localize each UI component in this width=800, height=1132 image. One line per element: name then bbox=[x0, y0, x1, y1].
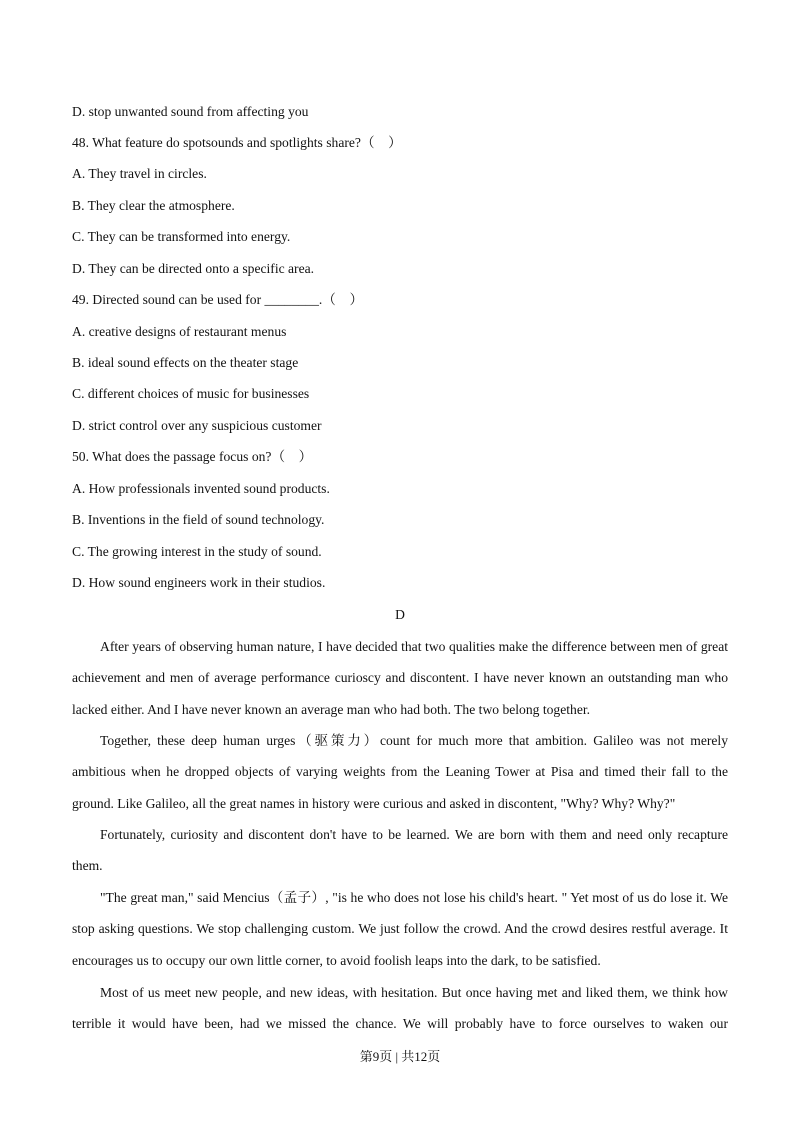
q48-option-d: D. They can be directed onto a specific area. bbox=[72, 261, 315, 276]
page-number-footer: 第9页 | 共12页 bbox=[359, 1049, 441, 1064]
section-heading: D bbox=[395, 607, 405, 622]
passage-paragraph: After years of observing human nature, I have decided that two qualities make the difference between men of great achievement and men of average performance curioscy and discontent. I have never known an outstanding man who lacked either. And I have never known an average man who had both. The two belong together. bbox=[72, 639, 728, 717]
q50-option-d: D. How sound engineers work in their studios. bbox=[72, 575, 326, 590]
passage-paragraph: Fortunately, curiosity and discontent don't have to be learned. We are born with them and need only recapture them. bbox=[72, 827, 728, 874]
q48-stem: 48. What feature do spotsounds and spotlights share?（ ） bbox=[72, 135, 402, 150]
q49-option-c: C. different choices of music for businesses bbox=[72, 386, 310, 401]
q50-option-a: A. How professionals invented sound products. bbox=[72, 481, 330, 496]
q50-option-b: B. Inventions in the field of sound technology. bbox=[72, 512, 325, 527]
passage-paragraph: "The great man," said Mencius（孟子）, "is he who does not lose his child's heart. " Yet most of us do lose it. We stop asking questions. We stop challenging custom. We just follow the crowd. And the crowd desires restful average. It encourages us to occupy our own little corner, to avoid foolish leaps into the dark, to be satisfied. bbox=[72, 890, 728, 968]
q49-option-d: D. strict control over any suspicious customer bbox=[72, 418, 322, 433]
q49-option-b: B. ideal sound effects on the theater stage bbox=[72, 355, 299, 370]
q49-option-a: A. creative designs of restaurant menus bbox=[72, 324, 287, 339]
passage-paragraph: Together, these deep human urges（驱策力）count for much more that ambition. Galileo was not merely ambitious when he dropped objects of varying weights from the Leaning Tower at Pisa and timed their fall to the ground. Like Galileo, all the great names in history were curious and asked in discontent, "Why? Why? Why?" bbox=[72, 733, 728, 811]
q47-option-d: D. stop unwanted sound from affecting you bbox=[72, 104, 309, 119]
q48-option-c: C. They can be transformed into energy. bbox=[72, 229, 291, 244]
q50-option-c: C. The growing interest in the study of sound. bbox=[72, 544, 322, 559]
q48-option-b: B. They clear the atmosphere. bbox=[72, 198, 235, 213]
q48-option-a: A. They travel in circles. bbox=[72, 166, 207, 181]
q49-stem: 49. Directed sound can be used for ________.（ ） bbox=[72, 292, 364, 307]
passage-paragraph: Most of us meet new people, and new ideas, with hesitation. But once having met and liked them, we think how terrible it would have been, had we missed the chance. We will probably have to force ourselves to waken our bbox=[72, 985, 728, 1032]
q50-stem: 50. What does the passage focus on?（ ） bbox=[72, 449, 313, 464]
